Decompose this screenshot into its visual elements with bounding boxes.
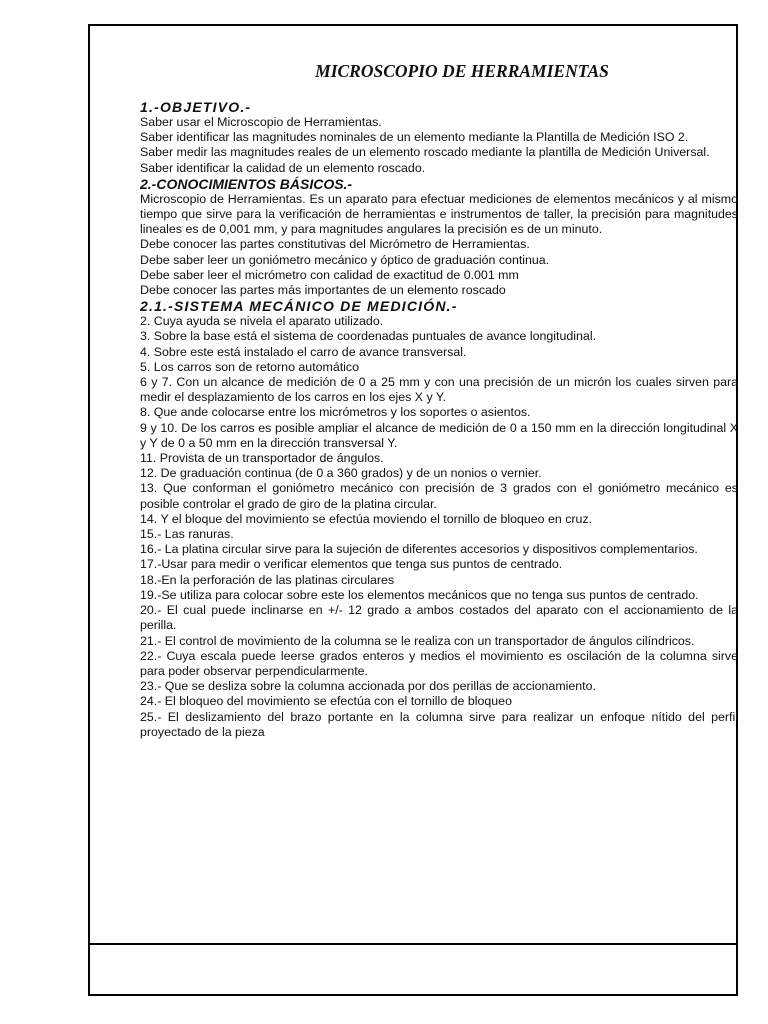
paragraph: 24.- El bloqueo del movimiento se efectúa con el tornillo de bloqueo — [140, 694, 512, 709]
paragraph: Saber identificar la calidad de un elemento roscado. — [140, 160, 426, 175]
paragraph: Debe conocer las partes constitutivas del Micrómetro de Herramientas. — [140, 237, 530, 252]
paragraph: 8. Que ande colocarse entre los micrómetros y los soportes o asientos. — [140, 405, 531, 420]
paragraph: 20.- El cual puede inclinarse en +/- 12 grado a ambos costados del aparato con el accionamiento de la perilla. — [140, 603, 738, 633]
paragraph: Saber medir las magnitudes reales de un elemento roscado mediante la plantilla de Medición Universal. — [140, 145, 710, 160]
paragraph: 16.- La platina circular sirve para la sujeción de diferentes accesorios y dispositivos complementarios. — [140, 542, 698, 557]
paragraph: 3. Sobre la base está el sistema de coordenadas puntuales de avance longitudinal. — [140, 329, 597, 344]
paragraph: Debe saber leer un goniómetro mecánico y óptico de graduación continua. — [140, 252, 550, 267]
paragraph: 4. Sobre este está instalado el carro de avance transversal. — [140, 344, 467, 359]
paragraph: 25.- El deslizamiento del brazo portante en la columna sirve para realizar un enfoque nítido del perfil proyectado de la pieza — [140, 709, 738, 739]
paragraph: 6 y 7. Con un alcance de medición de 0 a 25 mm y con una precisión de un micrón los cuales sirven para medir el desplazamiento de los carros en los ejes X y Y. — [140, 375, 738, 405]
paragraph: 11. Provista de un transportador de ángulos. — [140, 451, 384, 466]
paragraph: 14. Y el bloque del movimiento se efectúa moviendo el tornillo de bloqueo en cruz. — [140, 511, 593, 526]
paragraph: 5. Los carros son de retorno automático — [140, 359, 360, 374]
paragraph: Microscopio de Herramientas. Es un aparato para efectuar mediciones de elementos mecánicos y al mismo tiempo que sirve para la verificación de herramientas e instrumentos de taller, la precisión para magnitudes lineales es de 0,001 mm, y para magnitudes angulares la precisión es de un minuto. — [140, 191, 738, 237]
paragraph: 18.-En la perforación de las platinas circulares — [140, 572, 395, 587]
paragraph: 22.- Cuya escala puede leerse grados enteros y medios el movimiento es oscilación de la columna sirve para poder observar perpendicularmente. — [140, 648, 738, 678]
document-body — [140, 60, 738, 740]
paragraph: 23.- Que se desliza sobre la columna accionada por dos perillas de accionamiento. — [140, 679, 596, 694]
document-title: MICROSCOPIO DE HERRAMIENTAS — [315, 61, 609, 81]
footer-divider — [90, 943, 736, 945]
paragraph: 13. Que conforman el goniómetro mecánico con precisión de 3 grados con el goniómetro mecánico es posible controlar el grado de giro de la platina circular. — [140, 481, 738, 511]
paragraph: 15.- Las ranuras. — [140, 527, 234, 542]
paragraph: 19.-Se utiliza para colocar sobre este los elementos mecánicos que no tenga sus puntos de centrado. — [140, 587, 699, 602]
section-heading: 2.-CONOCIMIENTOS BÁSICOS.- — [140, 175, 353, 192]
paragraph: Debe saber leer el micrómetro con calidad de exactitud de 0.001 mm — [140, 267, 519, 282]
paragraph: 9 y 10. De los carros es posible ampliar el alcance de medición de 0 a 150 mm en la dirección longitudinal X y Y de 0 a 50 mm en la dirección transversal Y. — [140, 420, 738, 450]
paragraph: Saber identificar las magnitudes nominales de un elemento mediante la Plantilla de Medición ISO 2. — [140, 130, 689, 145]
section-heading: 1.-OBJETIVO.- — [140, 99, 252, 115]
paragraph: 17.-Usar para medir o verificar elementos que tenga sus puntos de centrado. — [140, 557, 563, 572]
paragraph: 2. Cuya ayuda se nivela el aparato utilizado. — [140, 314, 384, 329]
paragraph: Debe conocer las partes más importantes de un elemento roscado — [140, 283, 506, 298]
paragraph: 12. De graduación continua (de 0 a 360 grados) y de un nonios o vernier. — [140, 466, 542, 481]
section-heading: 2.1.-SISTEMA MECÁNICO DE MEDICIÓN.- — [140, 298, 458, 315]
paragraph: Saber usar el Microscopio de Herramientas. — [140, 115, 382, 129]
sections-container — [140, 99, 738, 740]
page-border — [88, 24, 738, 996]
paragraph: 21.- El control de movimiento de la columna se le realiza con un transportador de ángulos cilíndricos. — [140, 633, 695, 648]
